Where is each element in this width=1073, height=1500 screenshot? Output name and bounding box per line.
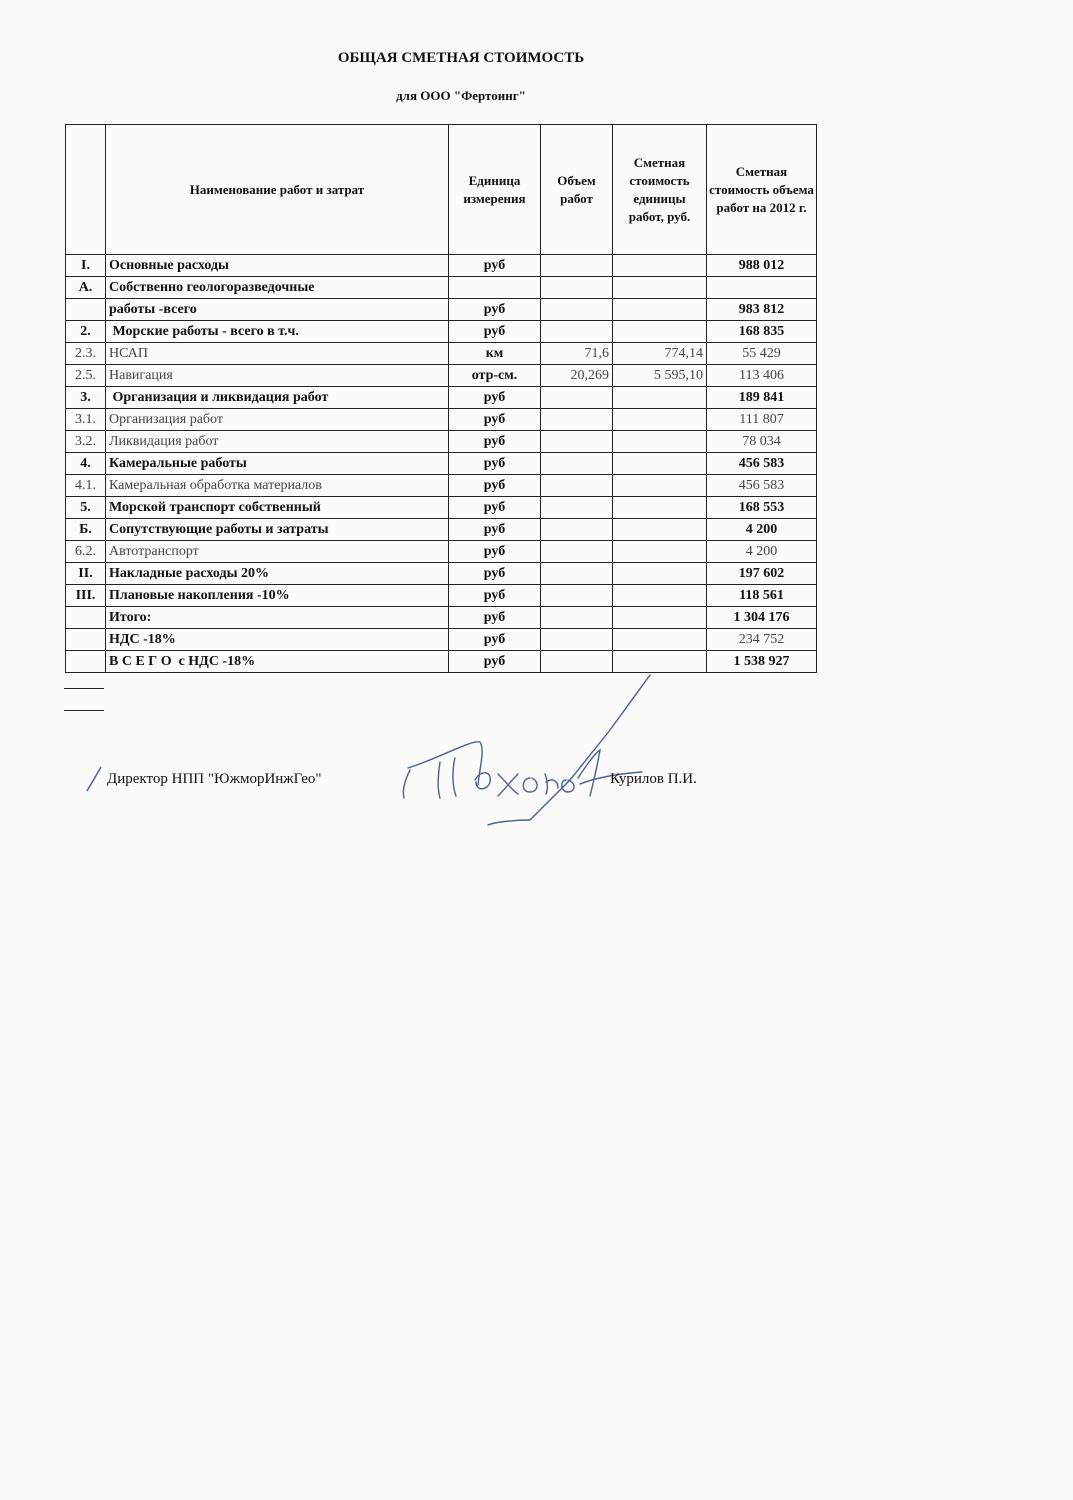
handwritten-signature-icon: [380, 670, 660, 840]
row-num: I.: [66, 255, 106, 277]
row-qty: [541, 321, 613, 343]
row-total: 983 812: [707, 299, 817, 321]
row-qty: [541, 563, 613, 585]
row-name: Итого:: [106, 607, 449, 629]
row-total: 113 406: [707, 365, 817, 387]
table-row: [66, 585, 817, 607]
row-total: 988 012: [707, 255, 817, 277]
row-num: Б.: [66, 519, 106, 541]
table-row: [66, 453, 817, 475]
row-total: 1 304 176: [707, 607, 817, 629]
row-unit-cost: [613, 607, 707, 629]
row-unit: руб: [449, 387, 541, 409]
row-num: III.: [66, 585, 106, 607]
row-unit-cost: [613, 453, 707, 475]
row-qty: [541, 607, 613, 629]
table-row: [66, 519, 817, 541]
row-unit-cost: [613, 321, 707, 343]
row-qty: [541, 585, 613, 607]
row-unit: руб: [449, 519, 541, 541]
table-row: [66, 497, 817, 519]
row-unit-cost: [613, 519, 707, 541]
row-total: 4 200: [707, 519, 817, 541]
header-total: Сметная стоимость объема работ на 2012 г.: [707, 125, 817, 255]
table-row: [66, 475, 817, 497]
row-qty: [541, 255, 613, 277]
row-unit: руб: [449, 321, 541, 343]
table-row: [66, 255, 817, 277]
row-unit-cost: [613, 431, 707, 453]
row-num: [66, 299, 106, 321]
table-row: [66, 541, 817, 563]
row-num: [66, 607, 106, 629]
row-unit-cost: [613, 585, 707, 607]
row-qty: [541, 431, 613, 453]
footer-dash: [64, 688, 104, 689]
row-qty: [541, 277, 613, 299]
table-row: [66, 299, 817, 321]
row-name: Камеральная обработка материалов: [106, 475, 449, 497]
row-qty: [541, 541, 613, 563]
row-unit: руб: [449, 431, 541, 453]
row-num: 2.5.: [66, 365, 106, 387]
row-total: 111 807: [707, 409, 817, 431]
footer-dash: [64, 710, 104, 711]
row-qty: [541, 629, 613, 651]
document-subtitle: для ООО "Фертоинг": [396, 88, 526, 103]
row-total: 4 200: [707, 541, 817, 563]
row-unit-cost: [613, 277, 707, 299]
row-num: 3.2.: [66, 431, 106, 453]
row-unit-cost: [613, 475, 707, 497]
row-unit-cost: [613, 497, 707, 519]
row-name: В С Е Г О с НДС -18%: [106, 651, 449, 673]
row-num: II.: [66, 563, 106, 585]
document-title: ОБЩАЯ СМЕТНАЯ СТОИМОСТЬ: [337, 50, 585, 66]
row-unit: руб: [449, 629, 541, 651]
row-name: работы -всего: [106, 299, 449, 321]
row-name: Основные расходы: [106, 255, 449, 277]
row-unit: руб: [449, 453, 541, 475]
row-total: 456 583: [707, 453, 817, 475]
table-row: [66, 431, 817, 453]
signature-name: Курилов П.И.: [610, 771, 697, 787]
row-num: 3.1.: [66, 409, 106, 431]
table-row: [66, 365, 817, 387]
row-total: 78 034: [707, 431, 817, 453]
table-row: [66, 321, 817, 343]
signature-position: Директор НПП "ЮжморИнжГео": [107, 771, 322, 787]
row-unit: руб: [449, 497, 541, 519]
row-total: [707, 277, 817, 299]
row-name: Накладные расходы 20%: [106, 563, 449, 585]
row-qty: [541, 519, 613, 541]
row-name: Сопутствующие работы и затраты: [106, 519, 449, 541]
row-name: Организация работ: [106, 409, 449, 431]
row-total: 168 835: [707, 321, 817, 343]
header-unit: Единица измерения: [449, 125, 541, 255]
row-total: 55 429: [707, 343, 817, 365]
row-qty: [541, 497, 613, 519]
row-name: Автотранспорт: [106, 541, 449, 563]
row-num: 5.: [66, 497, 106, 519]
row-num: 6.2.: [66, 541, 106, 563]
table-row: [66, 277, 817, 299]
row-unit: руб: [449, 651, 541, 673]
row-name: Организация и ликвидация работ: [106, 387, 449, 409]
row-total: 197 602: [707, 563, 817, 585]
row-qty: 71,6: [541, 343, 613, 365]
table-row: [66, 607, 817, 629]
row-unit: руб: [449, 563, 541, 585]
row-total: 189 841: [707, 387, 817, 409]
table-row: [66, 387, 817, 409]
row-qty: 20,269: [541, 365, 613, 387]
header-num: [66, 125, 106, 255]
row-unit: руб: [449, 409, 541, 431]
row-name: Морской транспорт собственный: [106, 497, 449, 519]
row-name: Навигация: [106, 365, 449, 387]
table-header-row: [66, 125, 817, 255]
row-num: А.: [66, 277, 106, 299]
row-qty: [541, 409, 613, 431]
row-num: [66, 651, 106, 673]
estimate-table: [65, 124, 817, 673]
header-name: Наименование работ и затрат: [106, 125, 449, 255]
table-row: [66, 343, 817, 365]
row-unit-cost: 774,14: [613, 343, 707, 365]
row-unit-cost: [613, 629, 707, 651]
row-num: [66, 629, 106, 651]
row-name: НСАП: [106, 343, 449, 365]
row-unit: отр-см.: [449, 365, 541, 387]
row-unit: руб: [449, 541, 541, 563]
row-num: 4.1.: [66, 475, 106, 497]
row-num: 4.: [66, 453, 106, 475]
row-num: 3.: [66, 387, 106, 409]
row-name: Морские работы - всего в т.ч.: [106, 321, 449, 343]
row-unit: руб: [449, 585, 541, 607]
row-unit-cost: [613, 299, 707, 321]
row-name: Камеральные работы: [106, 453, 449, 475]
row-unit-cost: [613, 541, 707, 563]
table-row: [66, 409, 817, 431]
row-unit-cost: [613, 409, 707, 431]
row-num: 2.3.: [66, 343, 106, 365]
header-qty: Объем работ: [541, 125, 613, 255]
row-total: 168 553: [707, 497, 817, 519]
row-unit-cost: [613, 255, 707, 277]
row-total: 456 583: [707, 475, 817, 497]
row-unit: руб: [449, 255, 541, 277]
row-unit: [449, 277, 541, 299]
table-row: [66, 563, 817, 585]
row-unit: руб: [449, 607, 541, 629]
row-qty: [541, 387, 613, 409]
pen-mark-icon: [84, 764, 104, 794]
row-total: 118 561: [707, 585, 817, 607]
row-name: Собственно геологоразведочные: [106, 277, 449, 299]
row-unit: руб: [449, 475, 541, 497]
table-row: [66, 629, 817, 651]
row-qty: [541, 475, 613, 497]
row-qty: [541, 299, 613, 321]
row-unit: км: [449, 343, 541, 365]
row-name: Плановые накопления -10%: [106, 585, 449, 607]
row-num: 2.: [66, 321, 106, 343]
row-unit-cost: [613, 563, 707, 585]
row-unit-cost: 5 595,10: [613, 365, 707, 387]
row-qty: [541, 453, 613, 475]
row-name: НДС -18%: [106, 629, 449, 651]
row-unit-cost: [613, 387, 707, 409]
row-name: Ликвидация работ: [106, 431, 449, 453]
row-unit: руб: [449, 299, 541, 321]
header-unit-cost: Сметная стоимость единицы работ, руб.: [613, 125, 707, 255]
row-total: 1 538 927: [707, 651, 817, 673]
row-total: 234 752: [707, 629, 817, 651]
